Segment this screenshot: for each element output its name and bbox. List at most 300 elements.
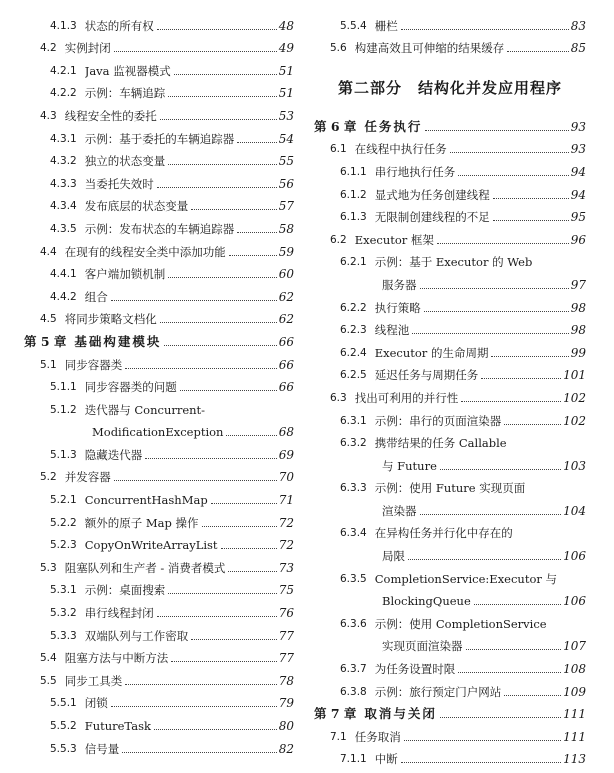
entry-title: Executor 框架 [354, 232, 434, 247]
entry-page-number: 94 [570, 187, 586, 202]
dot-leader [440, 468, 561, 470]
entry-page-number: 51 [278, 63, 294, 78]
dot-leader [168, 276, 277, 278]
entry-title: 示例：串行的页面渲染器 [374, 413, 502, 428]
entry-number: 6.3.2 [340, 437, 367, 450]
section-entry[interactable] [24, 462, 294, 485]
entry-number: 6.2 [330, 233, 347, 246]
entry-number: 5.3 [40, 561, 57, 574]
entry-title: ConcurrentHashMap [84, 493, 208, 508]
entry-page-number: 70 [278, 470, 294, 485]
dot-leader [229, 254, 277, 256]
entry-title: 客户端加锁机制 [84, 267, 166, 282]
entry-title: CompletionService:Executor 与 [374, 571, 558, 586]
entry-page-number: 80 [278, 719, 294, 733]
entry-title: 示例：基于 Executor 的 Web [374, 255, 533, 270]
entry-number: 6.3.6 [340, 617, 367, 630]
entry-number: 6.2.4 [340, 346, 367, 359]
dot-leader [202, 525, 277, 527]
entry-title-continuation[interactable] [314, 586, 586, 609]
entry-number: 4.4.2 [50, 290, 77, 303]
entry-page-number: 49 [278, 41, 294, 56]
toc-right-column [314, 10, 586, 766]
entry-page-number: 58 [278, 221, 294, 236]
entry-title: 同步容器类的问题 [84, 380, 177, 395]
entry-title: 阻塞方法与中断方法 [64, 651, 169, 666]
entry-title: 串行线程封闭 [84, 606, 154, 621]
entry-number: 7.1 [330, 730, 347, 743]
subsection-entry[interactable] [24, 191, 294, 214]
section-entry[interactable] [314, 721, 586, 744]
entry-page-number: 111 [563, 729, 586, 744]
section-entry[interactable] [314, 382, 586, 405]
entry-title: CopyOnWriteArrayList [84, 538, 218, 553]
entry-number: 4.3.3 [50, 177, 77, 190]
dot-leader [424, 310, 569, 312]
subsection-entry[interactable] [24, 78, 294, 101]
entry-page-number: 97 [570, 277, 586, 292]
subsection-entry[interactable] [24, 146, 294, 169]
entry-page-number: 73 [278, 560, 294, 575]
entry-number: 4.3 [40, 109, 57, 122]
entry-title: 在现有的线程安全类中添加功能 [64, 244, 226, 259]
entry-number: 5.2 [40, 471, 57, 484]
entry-page-number: 62 [278, 312, 294, 327]
entry-number: 6.3.3 [340, 482, 367, 495]
entry-number: 4.3.2 [50, 155, 77, 168]
subsection-entry[interactable] [24, 575, 294, 598]
entry-number: 6.1.3 [340, 211, 367, 224]
entry-number: 5.4 [40, 652, 57, 665]
dot-leader [507, 50, 569, 52]
subsection-entry[interactable] [24, 620, 294, 643]
entry-title-continuation[interactable] [314, 495, 586, 518]
entry-title-continuation[interactable] [314, 269, 586, 292]
dot-leader [401, 28, 569, 30]
entry-page-number: 66 [278, 380, 294, 395]
subsection-entry[interactable] [314, 202, 586, 225]
continuation-text: 与 Future [382, 458, 437, 473]
subsection-entry[interactable] [314, 179, 586, 202]
entry-page-number: 71 [278, 493, 294, 508]
part-title: 第二部分 结构化并发应用程序 [338, 79, 563, 98]
subsection-entry[interactable] [24, 213, 294, 236]
entry-title: 隐藏迭代器 [84, 447, 143, 462]
entry-title: 任务取消 [354, 729, 401, 744]
dot-leader [168, 592, 277, 594]
entry-page-number: 106 [563, 594, 586, 609]
subsection-entry[interactable] [24, 597, 294, 620]
dot-leader [191, 638, 277, 640]
entry-number: 6.3.5 [340, 572, 367, 585]
entry-title: 延迟任务与周期任务 [374, 368, 479, 383]
entry-number: 第 7 章 [314, 706, 357, 722]
entry-page-number: 59 [278, 244, 294, 259]
entry-title: 串行地执行任务 [374, 164, 456, 179]
dot-leader [111, 299, 277, 301]
dot-leader [408, 558, 561, 560]
entry-title: 发布底层的状态变量 [84, 199, 189, 214]
entry-number: 6.3.1 [340, 414, 367, 427]
subsection-entry[interactable] [24, 123, 294, 146]
entry-page-number: 98 [570, 323, 586, 338]
subsection-entry[interactable] [314, 653, 586, 676]
subsection-entry[interactable] [24, 394, 294, 417]
subsection-entry[interactable] [24, 55, 294, 78]
entry-number: 5.1 [40, 358, 57, 371]
dot-leader [168, 95, 277, 97]
entry-page-number: 69 [278, 447, 294, 462]
dot-leader [154, 728, 277, 730]
subsection-entry[interactable] [24, 530, 294, 553]
entry-page-number: 96 [570, 232, 586, 247]
entry-page-number: 102 [563, 390, 586, 405]
entry-title: 执行策略 [374, 300, 421, 315]
dot-leader [412, 332, 569, 334]
entry-page-number: 101 [563, 368, 586, 383]
entry-number: 6.2.2 [340, 301, 367, 314]
section-entry[interactable] [24, 33, 294, 56]
entry-page-number: 66 [278, 357, 294, 372]
entry-title: 示例：使用 CompletionService [374, 616, 547, 631]
subsection-entry[interactable] [24, 281, 294, 304]
dot-leader [174, 73, 277, 75]
entry-title: 当委托失效时 [84, 176, 154, 191]
subsection-entry[interactable] [24, 688, 294, 711]
entry-title: 并发容器 [64, 470, 111, 485]
entry-title: 组合 [84, 289, 108, 304]
entry-title: 示例：旅行预定门户网站 [374, 684, 502, 699]
entry-title: 示例：基于委托的车辆追踪器 [84, 131, 235, 146]
subsection-entry[interactable] [24, 507, 294, 530]
entry-title: 额外的原子 Map 操作 [84, 515, 199, 530]
entry-number: 6.3 [330, 391, 347, 404]
entry-page-number: 77 [278, 628, 294, 643]
dot-leader [114, 479, 277, 481]
dot-leader [458, 671, 561, 673]
subsection-entry[interactable] [314, 337, 586, 360]
subsection-entry[interactable] [314, 360, 586, 383]
subsection-entry[interactable] [314, 608, 586, 631]
dot-leader [164, 344, 276, 346]
entry-number: 6.3.8 [340, 685, 367, 698]
entry-number: 4.4 [40, 245, 57, 258]
entry-title: 双端队列与工作密取 [84, 628, 189, 643]
dot-leader [493, 219, 569, 221]
entry-number: 4.4.1 [50, 268, 77, 281]
entry-title: 中断 [374, 752, 398, 767]
entry-number: 7.1.1 [340, 753, 367, 766]
dot-leader [450, 151, 569, 153]
entry-title: 独立的状态变量 [84, 154, 166, 169]
entry-number: 6.1.1 [340, 165, 367, 178]
dot-leader [420, 287, 569, 289]
entry-title: Java 监视器模式 [84, 63, 171, 78]
dot-leader [125, 367, 277, 369]
subsection-entry[interactable] [24, 710, 294, 733]
entry-title: Executor 的生命周期 [374, 345, 489, 360]
entry-page-number: 93 [570, 142, 586, 157]
dot-leader [157, 186, 277, 188]
entry-page-number: 95 [570, 210, 586, 225]
entry-page-number: 78 [278, 673, 294, 688]
section-entry[interactable] [314, 33, 586, 56]
subsection-entry[interactable] [314, 405, 586, 428]
section-entry[interactable] [24, 665, 294, 688]
entry-page-number: 104 [563, 503, 586, 518]
dot-leader [180, 389, 277, 391]
continuation-text: 服务器 [382, 277, 417, 292]
subsection-entry[interactable] [314, 518, 586, 541]
entry-page-number: 75 [278, 583, 294, 598]
entry-title: 将同步策略文档化 [64, 312, 157, 327]
entry-number: 4.3.4 [50, 200, 77, 213]
entry-page-number: 82 [278, 741, 294, 756]
entry-number: 5.5 [40, 674, 57, 687]
entry-title: 示例：使用 Future 实现页面 [374, 481, 526, 496]
entry-page-number: 113 [563, 752, 586, 767]
subsection-entry[interactable] [314, 247, 586, 270]
dot-leader [466, 648, 562, 650]
entry-number: 5.1.2 [50, 403, 77, 416]
section-entry[interactable] [24, 552, 294, 575]
entry-title: 无限制创建线程的不足 [374, 210, 490, 225]
chapter-entry[interactable] [314, 111, 586, 134]
dot-leader [160, 118, 277, 120]
entry-title-continuation[interactable] [314, 450, 586, 473]
entry-page-number: 107 [563, 639, 586, 654]
section-entry[interactable] [24, 349, 294, 372]
entry-title: 信号量 [84, 741, 120, 756]
entry-title: 线程安全性的委托 [64, 108, 157, 123]
dot-leader [420, 513, 562, 515]
subsection-entry[interactable] [314, 563, 586, 586]
entry-number: 5.5.1 [50, 697, 77, 710]
dot-leader [440, 716, 561, 718]
entry-number: 第 6 章 [314, 118, 357, 134]
subsection-entry[interactable] [314, 744, 586, 767]
subsection-entry[interactable] [24, 439, 294, 462]
subsection-entry[interactable] [314, 10, 586, 33]
entry-number: 5.2.1 [50, 494, 77, 507]
entry-title: 在异构任务并行化中存在的 [374, 526, 513, 541]
continuation-text: 实现页面渲染器 [382, 639, 463, 654]
entry-number: 5.3.1 [50, 584, 77, 597]
subsection-entry[interactable] [24, 484, 294, 507]
dot-leader [237, 141, 277, 143]
dot-leader [493, 197, 569, 199]
entry-number: 6.3.4 [340, 527, 367, 540]
entry-number: 5.2.3 [50, 539, 77, 552]
entry-number: 5.2.2 [50, 516, 77, 529]
dot-leader [221, 547, 277, 549]
subsection-entry[interactable] [314, 156, 586, 179]
entry-number: 4.5 [40, 313, 57, 326]
entry-title: 线程池 [374, 323, 410, 338]
entry-number: 5.6 [330, 42, 347, 55]
dot-leader [401, 761, 561, 763]
entry-number: 5.5.3 [50, 742, 77, 755]
dot-leader [145, 457, 277, 459]
subsection-entry[interactable] [24, 259, 294, 282]
dot-leader [404, 739, 561, 741]
entry-title: 携带结果的任务 Callable [374, 436, 507, 451]
entry-page-number: 94 [570, 164, 586, 179]
dot-leader [168, 163, 277, 165]
entry-page-number: 62 [278, 289, 294, 304]
dot-leader [211, 502, 277, 504]
entry-page-number: 48 [278, 18, 294, 33]
dot-leader [226, 434, 276, 436]
dot-leader [125, 683, 277, 685]
dot-leader [437, 242, 569, 244]
subsection-entry[interactable] [314, 428, 586, 451]
entry-title: 迭代器与 Concurrent- [84, 402, 206, 417]
entry-number: 6.2.1 [340, 256, 367, 269]
dot-leader [157, 615, 277, 617]
subsection-entry[interactable] [314, 292, 586, 315]
subsection-entry[interactable] [24, 168, 294, 191]
subsection-entry[interactable] [314, 473, 586, 496]
section-entry[interactable] [24, 100, 294, 123]
entry-page-number: 108 [563, 662, 586, 677]
entry-page-number: 93 [570, 119, 586, 134]
entry-page-number: 51 [278, 86, 294, 101]
entry-page-number: 83 [570, 18, 586, 33]
continuation-text: BlockingQueue [382, 594, 471, 609]
entry-number: 5.5.2 [50, 720, 77, 732]
entry-number: 5.5.4 [340, 19, 367, 32]
entry-number: 4.2.1 [50, 64, 77, 77]
dot-leader [504, 694, 561, 696]
entry-title: 找出可利用的并行性 [354, 390, 459, 405]
entry-title: 栅栏 [374, 18, 398, 33]
entry-page-number: 106 [563, 549, 586, 564]
entry-number: 4.3.5 [50, 222, 77, 235]
dot-leader [160, 321, 277, 323]
chapter-entry[interactable] [24, 326, 294, 349]
entry-page-number: 57 [278, 199, 294, 214]
entry-title: 在线程中执行任务 [354, 142, 447, 157]
dot-leader [111, 705, 277, 707]
entry-title: 示例：车辆追踪 [84, 86, 166, 101]
entry-page-number: 66 [278, 334, 294, 349]
section-entry[interactable] [24, 304, 294, 327]
entry-page-number: 72 [278, 538, 294, 553]
dot-leader [481, 377, 561, 379]
entry-title: 为任务设置时限 [374, 662, 456, 677]
entry-number: 6.2.5 [340, 369, 367, 382]
subsection-entry[interactable] [314, 676, 586, 699]
entry-number: 6.3.7 [340, 663, 367, 676]
entry-number: 5.3.2 [50, 607, 77, 620]
dot-leader [191, 208, 277, 210]
dot-leader [504, 423, 561, 425]
dot-leader [474, 603, 561, 605]
entry-number: 6.2.3 [340, 324, 367, 337]
entry-page-number: 68 [278, 425, 294, 440]
toc-left-column [24, 10, 294, 756]
entry-title: 取消与关闭 [364, 707, 437, 722]
entry-title: 示例：桌面搜索 [84, 583, 166, 598]
entry-page-number: 56 [278, 176, 294, 191]
entry-number: 4.3.1 [50, 132, 77, 145]
entry-page-number: 99 [570, 345, 586, 360]
entry-title: 基础构建模块 [74, 334, 162, 349]
entry-title: 阻塞队列和生产者 - 消费者模式 [64, 560, 226, 575]
dot-leader [458, 174, 569, 176]
dot-leader [461, 400, 561, 402]
entry-title: 实例封闭 [64, 41, 111, 56]
section-entry[interactable] [314, 134, 586, 157]
entry-title-continuation[interactable] [314, 631, 586, 654]
chapter-entry[interactable] [314, 699, 586, 722]
dot-leader [114, 50, 277, 52]
entry-page-number: 72 [278, 515, 294, 530]
section-entry[interactable] [314, 224, 586, 247]
entry-number: 4.2.2 [50, 87, 77, 100]
entry-number: 第 5 章 [24, 333, 67, 349]
entry-title: 同步工具类 [64, 673, 123, 688]
entry-number: 5.1.1 [50, 381, 77, 394]
dot-leader [157, 28, 277, 30]
entry-page-number: 102 [563, 413, 586, 428]
entry-title: 示例：发布状态的车辆追踪器 [84, 221, 235, 236]
entry-title: FutureTask [84, 719, 151, 733]
dot-leader [122, 751, 277, 753]
entry-number: 4.2 [40, 42, 57, 55]
entry-title: 同步容器类 [64, 357, 123, 372]
entry-number: 5.3.3 [50, 629, 77, 642]
dot-leader [237, 231, 277, 233]
section-entry[interactable] [24, 236, 294, 259]
entry-page-number: 60 [278, 267, 294, 282]
entry-title: 状态的所有权 [84, 18, 154, 33]
continuation-text: ModificationException [92, 425, 224, 440]
entry-title: 显式地为任务创建线程 [374, 187, 490, 202]
dot-leader [491, 355, 568, 357]
entry-page-number: 55 [278, 154, 294, 169]
entry-title: 闭锁 [84, 696, 108, 711]
entry-page-number: 103 [563, 458, 586, 473]
entry-title-continuation[interactable] [314, 540, 586, 563]
section-entry[interactable] [24, 643, 294, 666]
entry-title: 构建高效且可伸缩的结果缓存 [354, 41, 505, 56]
entry-page-number: 109 [563, 684, 586, 699]
entry-title: 任务执行 [364, 119, 423, 134]
entry-number: 6.1.2 [340, 188, 367, 201]
subsection-entry[interactable] [24, 10, 294, 33]
entry-number: 5.1.3 [50, 448, 77, 461]
entry-number: 4.1.3 [50, 19, 77, 32]
entry-page-number: 98 [570, 300, 586, 315]
dot-leader [228, 570, 276, 572]
entry-page-number: 77 [278, 651, 294, 666]
entry-number: 6.1 [330, 143, 347, 156]
subsection-entry[interactable] [24, 733, 294, 756]
entry-page-number: 85 [570, 41, 586, 56]
dot-leader [425, 129, 568, 131]
entry-page-number: 111 [563, 707, 586, 722]
continuation-text: 渲染器 [382, 503, 417, 518]
subsection-entry[interactable] [314, 315, 586, 338]
entry-page-number: 53 [278, 108, 294, 123]
subsection-entry[interactable] [24, 372, 294, 395]
entry-page-number: 76 [278, 606, 294, 621]
entry-title-continuation[interactable] [24, 417, 294, 440]
entry-page-number: 79 [278, 696, 294, 711]
continuation-text: 局限 [382, 549, 405, 564]
